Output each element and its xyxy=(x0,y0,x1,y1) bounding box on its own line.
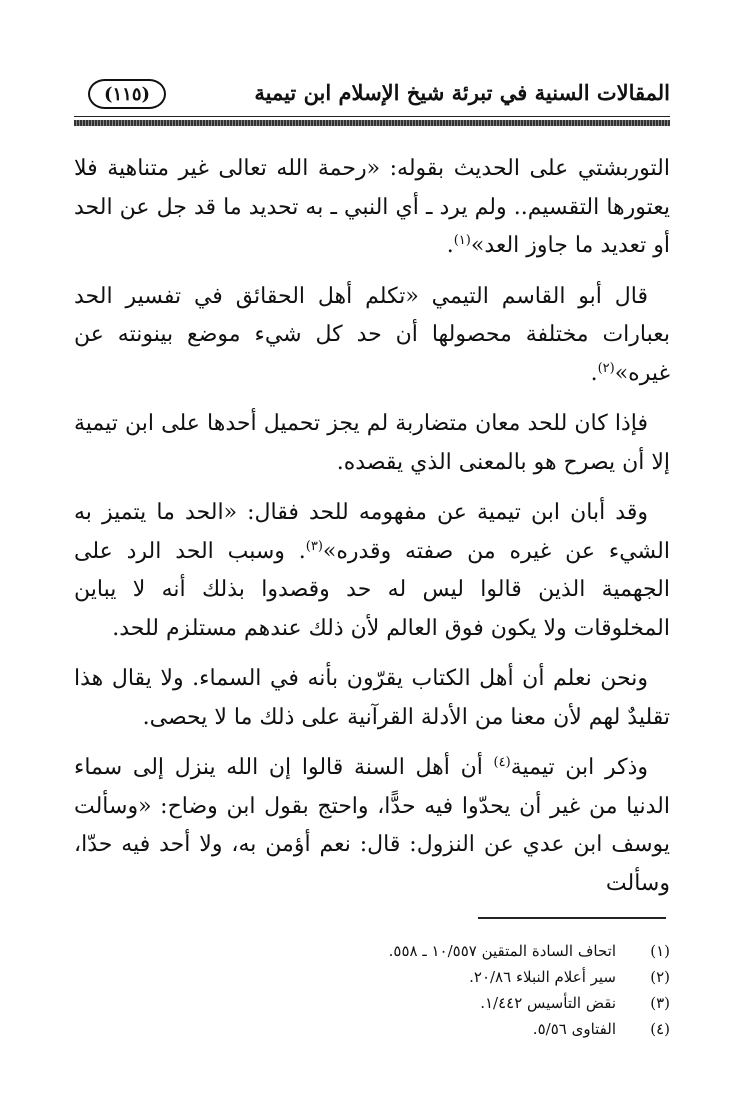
footnote-text: اتحاف السادة المتقين ١٠/٥٥٧ ـ ٥٥٨. xyxy=(388,942,616,960)
paragraph: التوربشتي على الحديث بقوله: «رحمة الله تعالى غير متناهية فلا يعتورها التقسيم.. ولم يرد ـ أي النبي ـ به تحديد ما قد جل عن الحد أو تعديد ما جاوز العد»$^{(١)}$. xyxy=(74,156,670,258)
footnote-ref[interactable]: (١) xyxy=(453,233,471,248)
footnote xyxy=(180,990,670,1016)
footnote-ref[interactable]: (٣) xyxy=(305,538,323,554)
footnote-text: سير أعلام النبلاء ٢٠/٨٦. xyxy=(469,968,616,986)
page-number: (١١٥) xyxy=(88,79,166,109)
body-text xyxy=(74,150,670,915)
paragraph: وقد أبان ابن تيمية عن مفهومه للحد فقال: «الحد ما يتميز به الشيء عن غيره من صفته وقدره»$^{(٣)}$. وسبب الحد الرد على الجهمية الذين قالوا ليس له حد وقصدوا بذلك أنه لا يباين المخلوقات ولا يكون فوق العالم لأن ذلك عندهم مستلزم للحد. xyxy=(74,500,670,641)
footnotes xyxy=(180,938,670,1042)
footnote-number: (٣) xyxy=(650,994,670,1012)
paragraph: وذكر ابن تيمية$^{(٤)}$ أن أهل السنة قالوا إن الله ينزل إلى سماء الدنيا من غير أن يحدّوا فيه حدًّا، واحتج بقول ابن وضاح: «وسألت يوسف ابن عدي عن النزول: قال: نعم أؤمن به، ولا أحد فيه حدّا، وسألت xyxy=(74,755,670,896)
footnote-ref[interactable]: (٢) xyxy=(597,360,615,376)
paragraph: ونحن نعلم أن أهل الكتاب يقرّون بأنه في السماء. ولا يقال هذا تقليدٌ لهم لأن معنا من الأدلة القرآنية على ذلك ما لا يحصى. xyxy=(74,666,670,730)
running-title: المقالات السنية في تبرئة شيخ الإسلام ابن تيمية xyxy=(254,80,670,105)
header-rule-thin xyxy=(74,116,670,117)
footnote xyxy=(180,964,670,990)
footnote-number: (٢) xyxy=(650,968,670,986)
footnote-number: (٤) xyxy=(650,1020,670,1038)
footnote-ref[interactable]: (٤) xyxy=(493,755,511,770)
footnote-number: (١) xyxy=(650,942,670,960)
header-rule xyxy=(74,120,670,126)
footnote xyxy=(180,1016,670,1042)
footnote-text: نقض التأسيس ١/٤٤٢. xyxy=(480,994,616,1012)
footnote xyxy=(180,938,670,964)
footnote-text: الفتاوى ٥/٥٦. xyxy=(532,1020,616,1038)
paragraph: فإذا كان للحد معان متضاربة لم يجز تحميل أحدها على ابن تيمية إلا أن يصرح هو بالمعنى الذي يقصده. xyxy=(74,411,670,475)
paragraph: قال أبو القاسم التيمي «تكلم أهل الحقائق في تفسير الحد بعبارات مختلفة محصولها أن حد كل شيء موضع بينونته عن غيره»$^{(٢)}$. xyxy=(74,283,671,386)
page-header xyxy=(74,74,670,120)
footnote-separator xyxy=(478,917,666,919)
